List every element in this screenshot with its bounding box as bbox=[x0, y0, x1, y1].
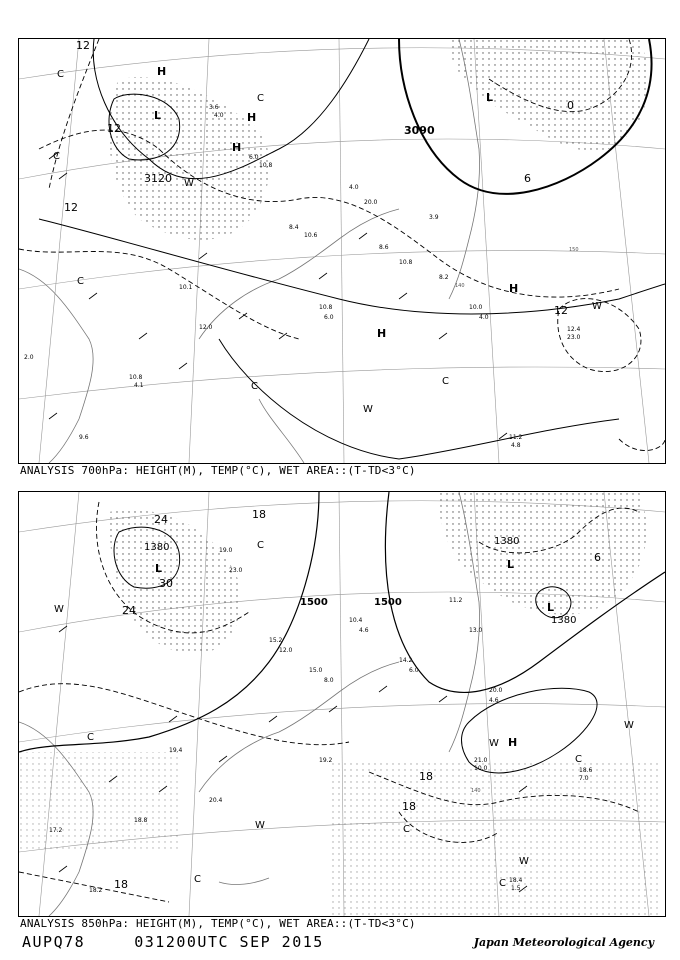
temp-label: 18 bbox=[252, 508, 266, 521]
svg-text:140: 140 bbox=[455, 283, 465, 289]
svg-text:8.6: 8.6 bbox=[379, 244, 389, 251]
cold-label: C bbox=[87, 732, 94, 743]
svg-text:6.0: 6.0 bbox=[249, 154, 259, 161]
temp-label: 6 bbox=[594, 551, 601, 564]
svg-text:14.2: 14.2 bbox=[399, 657, 413, 664]
svg-text:10.8: 10.8 bbox=[259, 162, 273, 169]
valid-time: 031200UTC SEP 2015 bbox=[134, 933, 324, 951]
svg-text:3.9: 3.9 bbox=[429, 214, 439, 221]
cold-label: C bbox=[575, 754, 582, 765]
high-center: H bbox=[508, 736, 518, 749]
svg-text:15.2: 15.2 bbox=[269, 637, 283, 644]
temp-label: 0 bbox=[567, 99, 574, 112]
svg-text:20.0: 20.0 bbox=[364, 199, 378, 206]
svg-text:4.8: 4.8 bbox=[511, 442, 521, 449]
svg-text:4.0: 4.0 bbox=[479, 314, 489, 321]
coastlines bbox=[19, 39, 480, 463]
svg-text:7.0: 7.0 bbox=[579, 775, 589, 782]
svg-text:3.6: 3.6 bbox=[209, 104, 219, 111]
svg-text:20.0: 20.0 bbox=[489, 687, 503, 694]
svg-text:18.4: 18.4 bbox=[509, 877, 523, 884]
svg-text:4.6: 4.6 bbox=[489, 697, 499, 704]
cold-label: C bbox=[194, 874, 201, 885]
svg-text:10.8: 10.8 bbox=[129, 374, 143, 381]
temp-label: 24 bbox=[154, 513, 168, 526]
svg-text:10.6: 10.6 bbox=[304, 232, 318, 239]
caption-850hpa: ANALYSIS 850hPa: HEIGHT(M), TEMP(°C), WET AREA::(T-TD<3°C) bbox=[20, 917, 416, 930]
high-center: H bbox=[247, 111, 257, 124]
svg-text:6.0: 6.0 bbox=[409, 667, 419, 674]
chart-code: AUPQ78 bbox=[22, 933, 86, 951]
cold-label: C bbox=[257, 540, 264, 551]
cold-label: C bbox=[77, 276, 84, 287]
chart-850hpa bbox=[19, 492, 665, 916]
svg-text:140: 140 bbox=[471, 788, 481, 794]
svg-text:8.0: 8.0 bbox=[324, 677, 334, 684]
temp-label: 12 bbox=[107, 122, 121, 135]
temp-label: 12 bbox=[554, 304, 568, 317]
height-label: 1500 bbox=[300, 597, 328, 608]
svg-text:9.6: 9.6 bbox=[79, 434, 89, 441]
warm-label: W bbox=[255, 820, 265, 831]
svg-text:4.0: 4.0 bbox=[214, 112, 224, 119]
svg-text:1.5: 1.5 bbox=[511, 885, 521, 892]
svg-text:12.0: 12.0 bbox=[199, 324, 213, 331]
cold-label: C bbox=[251, 381, 258, 392]
warm-label: W bbox=[489, 738, 499, 749]
wind-barbs bbox=[49, 153, 507, 439]
svg-text:4.6: 4.6 bbox=[359, 627, 369, 634]
svg-text:10.0: 10.0 bbox=[474, 765, 488, 772]
svg-text:8.4: 8.4 bbox=[289, 224, 299, 231]
svg-text:10.1: 10.1 bbox=[179, 284, 193, 291]
caption-700hpa: ANALYSIS 700hPa: HEIGHT(M), TEMP(°C), WET AREA::(T-TD<3°C) bbox=[20, 464, 416, 477]
cold-label: C bbox=[442, 376, 449, 387]
chart-700hpa bbox=[19, 39, 665, 463]
height-label-3120: 3120 bbox=[144, 172, 172, 185]
temp-label: 12 bbox=[64, 201, 78, 214]
svg-text:21.0: 21.0 bbox=[474, 757, 488, 764]
svg-text:10.8: 10.8 bbox=[319, 304, 333, 311]
temp-label: 24 bbox=[122, 604, 136, 617]
svg-text:18.2: 18.2 bbox=[89, 887, 103, 894]
temp-label: 6 bbox=[524, 172, 531, 185]
map-700hpa bbox=[18, 38, 666, 464]
height-label: 1500 bbox=[374, 597, 402, 608]
svg-text:11.2: 11.2 bbox=[449, 597, 463, 604]
cold-label: C bbox=[57, 69, 64, 80]
longitude-labels bbox=[471, 788, 481, 794]
warm-label: W bbox=[184, 178, 194, 189]
svg-text:4.1: 4.1 bbox=[134, 382, 144, 389]
low-center: L bbox=[486, 91, 494, 104]
temp-label: 18 bbox=[114, 878, 128, 891]
low-center: L bbox=[547, 601, 555, 614]
svg-text:18.6: 18.6 bbox=[579, 767, 593, 774]
low-center: L bbox=[154, 109, 162, 122]
svg-text:19.4: 19.4 bbox=[169, 747, 183, 754]
height-label-3090: 3090 bbox=[404, 124, 435, 137]
chart-identifier bbox=[22, 933, 324, 951]
temp-label: 18 bbox=[402, 800, 416, 813]
warm-label: W bbox=[592, 301, 602, 312]
svg-text:150: 150 bbox=[569, 247, 579, 253]
svg-text:12.0: 12.0 bbox=[279, 647, 293, 654]
svg-text:10.4: 10.4 bbox=[349, 617, 363, 624]
map-850hpa bbox=[18, 491, 666, 917]
svg-text:10.8: 10.8 bbox=[399, 259, 413, 266]
svg-text:15.0: 15.0 bbox=[309, 667, 323, 674]
high-center: H bbox=[232, 141, 242, 154]
svg-text:19.2: 19.2 bbox=[319, 757, 333, 764]
low-center: L bbox=[155, 562, 163, 575]
warm-label: W bbox=[624, 720, 634, 731]
temp-label: 12 bbox=[76, 39, 90, 52]
warm-label: W bbox=[519, 856, 529, 867]
wet-area bbox=[109, 39, 649, 240]
high-center: H bbox=[157, 65, 167, 78]
temp-label: 18 bbox=[419, 770, 433, 783]
cold-label: C bbox=[53, 151, 60, 162]
svg-text:8.2: 8.2 bbox=[439, 274, 449, 281]
low-center: L bbox=[507, 558, 515, 571]
high-center: H bbox=[377, 327, 387, 340]
high-center: H bbox=[509, 282, 519, 295]
svg-text:11.2: 11.2 bbox=[509, 434, 523, 441]
svg-text:20.4: 20.4 bbox=[209, 797, 223, 804]
svg-text:18.8: 18.8 bbox=[134, 817, 148, 824]
warm-label: W bbox=[363, 404, 373, 415]
svg-text:12.4: 12.4 bbox=[567, 326, 581, 333]
height-label: 1380 bbox=[551, 615, 577, 626]
svg-text:6.0: 6.0 bbox=[324, 314, 334, 321]
svg-text:13.0: 13.0 bbox=[469, 627, 483, 634]
agency-name: Japan Meteorological Agency bbox=[473, 936, 654, 949]
svg-text:23.0: 23.0 bbox=[567, 334, 581, 341]
cold-label: C bbox=[403, 824, 410, 835]
svg-text:2.0: 2.0 bbox=[24, 354, 34, 361]
height-label: 1380 bbox=[144, 542, 170, 553]
svg-text:17.2: 17.2 bbox=[49, 827, 63, 834]
height-label: 1380 bbox=[494, 536, 520, 547]
svg-text:4.0: 4.0 bbox=[349, 184, 359, 191]
svg-text:23.0: 23.0 bbox=[229, 567, 243, 574]
svg-text:19.0: 19.0 bbox=[219, 547, 233, 554]
warm-label: W bbox=[54, 604, 64, 615]
svg-text:10.0: 10.0 bbox=[469, 304, 483, 311]
cold-label: C bbox=[257, 93, 264, 104]
cold-label: C bbox=[499, 878, 506, 889]
temp-label: 30 bbox=[159, 577, 173, 590]
